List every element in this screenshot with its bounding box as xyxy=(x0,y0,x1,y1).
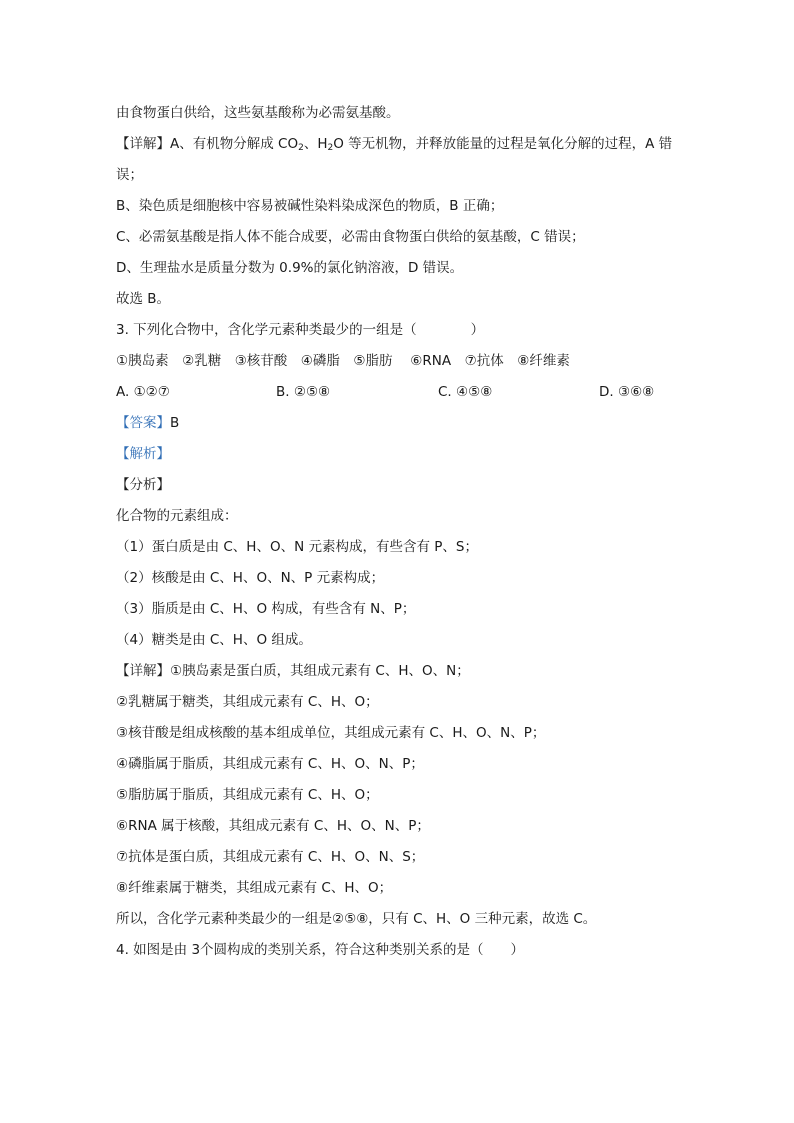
text-line: ③核苷酸是组成核酸的基本组成单位，其组成元素有 C、H、O、N、P； xyxy=(116,725,546,741)
text-line: ④磷脂属于脂质，其组成元素有 C、H、O、N、P； xyxy=(116,756,424,772)
answer-tag: 【答案】 xyxy=(116,415,170,431)
text-line: 由食物蛋白供给，这些氨基酸称为必需氨基酸。 xyxy=(116,105,400,121)
answer-line xyxy=(116,413,179,433)
text-line: ⑧纤维素属于糖类，其组成元素有 C、H、O； xyxy=(116,880,393,896)
text-line: （2）核酸是由 C、H、O、N、P 元素构成； xyxy=(116,570,385,586)
option-a: A. ①②⑦ xyxy=(116,384,170,400)
answer-options xyxy=(0,382,794,402)
question-4-stem: 4. 如图是由 3个圆构成的类别关系，符合这种类别关系的是（ ） xyxy=(116,942,525,958)
conclusion-line: 所以，含化学元素种类最少的一组是②⑤⑧，只有 C、H、O 三种元素，故选 C。 xyxy=(116,911,597,927)
text-line: ⑥RNA 属于核酸，其组成元素有 C、H、O、N、P； xyxy=(116,818,430,834)
option-b: B. ②⑤⑧ xyxy=(276,384,331,400)
text-line: （4）糖类是由 C、H、O 组成。 xyxy=(116,632,312,648)
subanalysis-heading: 【分析】 xyxy=(116,477,170,493)
question-3-stem: 3. 下列化合物中，含化学元素种类最少的一组是（ ） xyxy=(116,322,485,338)
text-line: ②乳糖属于糖类，其组成元素有 C、H、O； xyxy=(116,694,379,710)
question-3-items: ①胰岛素 ②乳糖 ③核苷酸 ④磷脂 ⑤脂肪 ⑥RNA ⑦抗体 ⑧纤维素 xyxy=(116,353,570,369)
text-line: 误； xyxy=(116,167,143,183)
text-line: 化合物的元素组成： xyxy=(116,508,238,524)
detail-tag: 【详解】 xyxy=(116,136,170,152)
option-d: D. ③⑥⑧ xyxy=(599,384,655,400)
text-line: ⑤脂肪属于脂质，其组成元素有 C、H、O； xyxy=(116,787,379,803)
answer-value: B xyxy=(170,415,180,431)
text-line: 故选 B。 xyxy=(116,291,171,307)
text-line: C、必需氨基酸是指人体不能合成要，必需由食物蛋白供给的氨基酸，C 错误； xyxy=(116,229,585,245)
text-line: B、染色质是细胞核中容易被碱性染料染成深色的物质，B 正确； xyxy=(116,198,504,214)
text-line: （3）脂质是由 C、H、O 构成，有些含有 N、P； xyxy=(116,601,416,617)
text-line: （1）蛋白质是由 C、H、O、N 元素构成，有些含有 P、S； xyxy=(116,539,478,555)
analysis-heading: 【解析】 xyxy=(116,446,170,462)
detail-line: 【详解】①胰岛素是蛋白质，其组成元素有 C、H、O、N； xyxy=(116,663,470,679)
text-line: D、生理盐水是质量分数为 0.9%的氯化钠溶液，D 错误。 xyxy=(116,260,464,276)
option-c: C. ④⑤⑧ xyxy=(438,384,493,400)
detail-tag: 【详解】 xyxy=(116,663,170,679)
text-line: ⑦抗体是蛋白质，其组成元素有 C、H、O、N、S； xyxy=(116,849,425,865)
detail-line: 【详解】A、有机物分解成 $CO_2$、$H_2O$ 等无机物，并释放能量的过程是氧化分解的过程，A 错 xyxy=(116,136,673,153)
